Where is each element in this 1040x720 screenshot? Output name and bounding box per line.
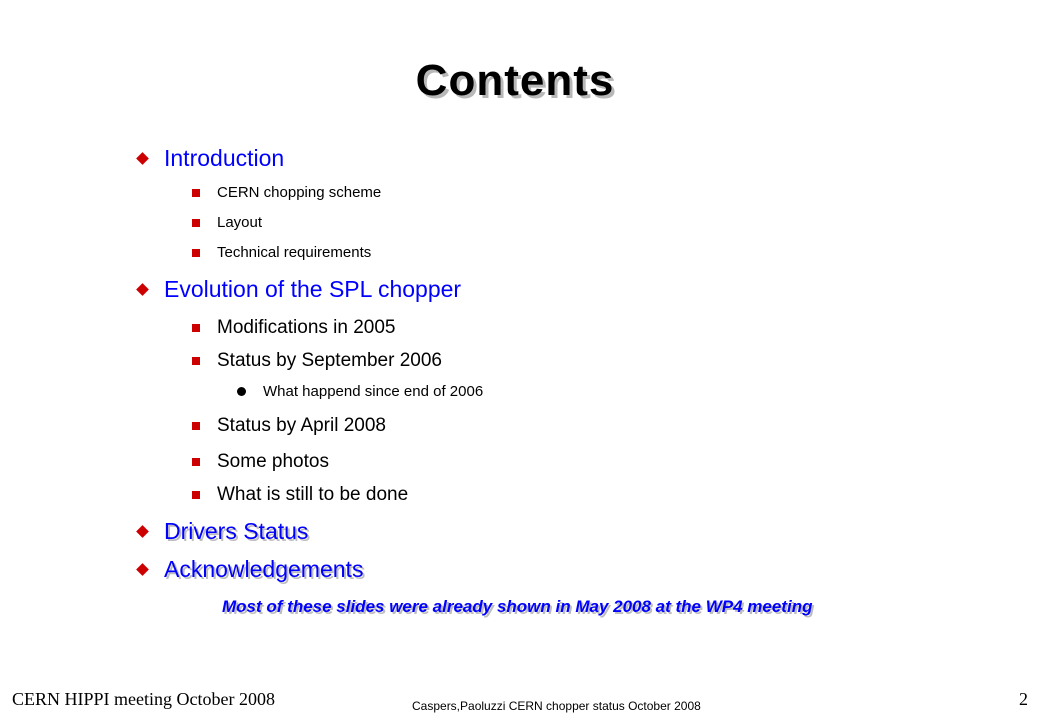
outline-item-label: Technical requirements [217, 244, 372, 261]
square-bullet-icon [192, 458, 200, 466]
footer-authors: Caspers,Paoluzzi CERN chopper status October 2008 [412, 699, 701, 713]
outline-subsubitem [237, 383, 483, 400]
outline-item-label: Modifications in 2005 [217, 317, 396, 338]
outline-subitem [192, 214, 262, 231]
diamond-bullet-icon [136, 525, 149, 538]
outline-item-introduction [138, 145, 284, 172]
page-number: 2 [1019, 689, 1028, 709]
footer-event: CERN HIPPI meeting October 2008 [12, 689, 275, 709]
square-bullet-icon [192, 491, 200, 499]
dot-bullet-icon [237, 387, 246, 396]
outline-item-label: Introduction [164, 145, 285, 171]
square-bullet-icon [192, 422, 200, 430]
outline-subitem [192, 244, 371, 261]
outline-item-label: Acknowledgements [164, 556, 364, 582]
outline-subitem [192, 484, 408, 506]
outline-item-drivers-status [138, 518, 308, 545]
outline-subitem [192, 184, 381, 201]
diamond-bullet-icon [136, 283, 149, 296]
outline-item-label: What happend since end of 2006 [263, 383, 484, 400]
outline-subitem [192, 317, 396, 339]
outline-item-label: Some photos [217, 451, 329, 472]
outline-item-label: Layout [217, 214, 263, 231]
square-bullet-icon [192, 324, 200, 332]
square-bullet-icon [192, 189, 200, 197]
outline-item-label: Status by September 2006 [217, 350, 442, 371]
square-bullet-icon [192, 219, 200, 227]
outline-item-label: Drivers Status [164, 518, 309, 544]
diamond-bullet-icon [136, 563, 149, 576]
outline-item-label: What is still to be done [217, 484, 409, 505]
outline-item-acknowledgements [138, 556, 363, 583]
outline-item-evolution [138, 276, 461, 303]
outline-item-label: CERN chopping scheme [217, 184, 382, 201]
square-bullet-icon [192, 357, 200, 365]
square-bullet-icon [192, 249, 200, 257]
slide-note: Most of these slides were already shown in May 2008 at the WP4 meeting [222, 597, 813, 616]
slide-title: Contents [415, 56, 615, 105]
diamond-bullet-icon [136, 152, 149, 165]
outline-subitem [192, 451, 329, 473]
outline-subitem [192, 350, 442, 372]
outline-item-label: Evolution of the SPL chopper [164, 276, 462, 302]
outline-subitem [192, 415, 386, 437]
outline-item-label: Status by April 2008 [217, 415, 386, 436]
